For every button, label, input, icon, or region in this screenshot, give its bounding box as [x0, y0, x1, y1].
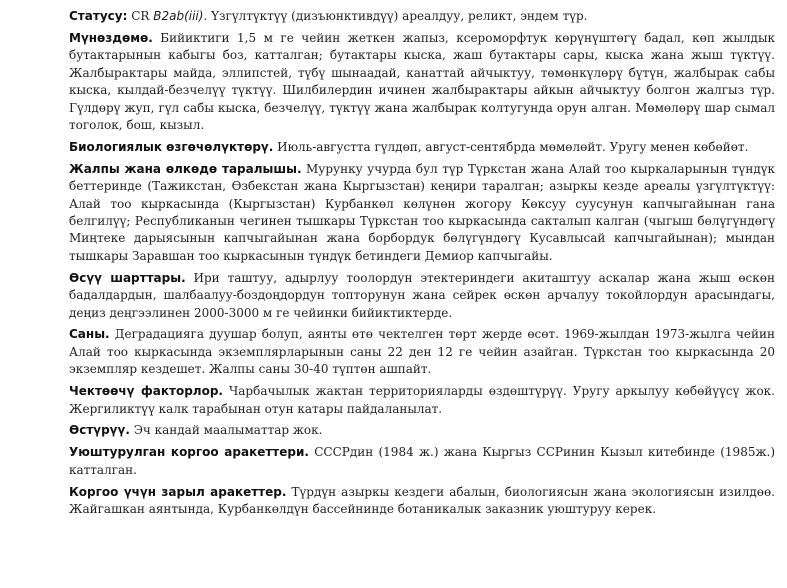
habitat-label: Өсүү шарттары. [69, 270, 186, 285]
section-habitat [69, 270, 775, 322]
protection-measures-label: Уюштурулган коргоо аракеттери. [69, 445, 309, 460]
biology-label: Биологиялык өзгөчөлүктөрү. [69, 139, 274, 154]
section-limiting-factors [69, 383, 775, 418]
section-status [69, 8, 775, 25]
section-biology [69, 139, 775, 156]
status-text: . Үзгүлтүктүү (дизъюнктивдүү) ареалдуу, реликт, эндем түр. [203, 9, 588, 23]
population-text: Деградацияга дуушар болуп, аянты өтө чектелген төрт жерде өсөт. 1969-жылдан 1973-жылга чейин Алай тоо кыркасында экземплярларынын саны 22 ден 12 ге чейин азайган. Түркстан тоо кыркасында 20 экземпляр кездешет. Жалпы саны 30-40 түптөн ашпайт. [69, 327, 775, 377]
biology-text: Июль-августта гүлдөп, август-сентябрда мөмөлөйт. Уругу менен көбөйөт. [273, 139, 749, 154]
cultivation-text: Эч кандай маалыматтар жок. [129, 423, 323, 438]
status-code: B2ab(iii) [153, 9, 204, 23]
section-description [69, 30, 775, 134]
protection-measures-text: СССРдин (1984 ж.) жана Кыргыз ССРинин Кызыл китебинде (1985ж.) катталган. [69, 445, 775, 477]
distribution-text: Мурунку учурда бул түр Түркстан жана Алай тоо кыркаларынын түндүк беттеринде (Тажикстан, Өзбекстан жана Кыргызстан) кеңири таралган; азыркы кезде ареалы үзгүлтүктүү: Алай тоо кыркасында (Кыргызстан) Курбанкөл көлүнөн жогору Көксуу суусунун капчыгайынан гана белгилүү; Республиканын чегинен тышкары Түркстан тоо кыркасында сакталып калган (чыгыш бөлүгүндөгү Миңтеке дарыясынын капчыгайынан жана борбордук бөлүгүндөгү Кусавлысай капчыгайынан); мындан тышкары Заравшан тоо кыркасынын түндүк бетиндеги Демиор капчыгайы. [69, 161, 775, 263]
limiting-factors-text: Чарбачылык жактан территорияларды өздөштүрүү. Уругу аркылуу көбөйүүсү жок. Жергиликтүү калк тарабынан отун катары пайдаланылат. [69, 384, 776, 416]
distribution-label: Жалпы жана өлкөдө таралышы. [69, 161, 302, 176]
section-population [69, 326, 775, 378]
description-label: Мүнөздөмө. [69, 30, 153, 45]
limiting-factors-label: Чектөөчү факторлор. [69, 384, 223, 399]
section-required-actions [69, 484, 775, 519]
status-label: Статусу: [69, 9, 128, 23]
required-actions-label: Коргоо үчүн зарыл аракеттер. [69, 484, 287, 499]
section-distribution [69, 161, 775, 265]
section-cultivation [69, 422, 775, 439]
description-text: Бийиктиги 1,5 м ге чейин жеткен жапыз, ксероморфтук көрүнүштөгү бадал, көп жылдык бутактарынын кабыгы боз, катталган; бутактары кыска, жаш бутактары сары, кыска жана жыш түктүү. Жалбырактары майда, эллипстей, түбү шынаадай, канаттай айчыктуу, төмөнкүлөрү бүтүн, жалбырак сабы кыска, кылдай-безчелүү түктүү. Шилбилердин ичинен жалбырактары айкын айчыктуу болгон жалгыз түр. Гүлдөрү жуп, гүл сабы кыска, безчелүү, түктүү жана жалбырак колтугунда орун алган. Мөмөлөрү шар сымал тоголок, бош, кызыл. [69, 30, 775, 132]
section-protection-measures [69, 444, 775, 479]
population-label: Саны. [69, 327, 110, 342]
habitat-text: Ири таштуу, адырлуу тоолордун этектериндеги акиташтуу аскалар жана жыш өскөн бадалдардын, шалбаалуу-боздоңдордун топторунун жана сейрек өскөн арчалуу токойлордун арасындагы, деңиз деңгээлинен 2000-3000 м ге чейинки бийиктиктерде. [69, 270, 775, 320]
required-actions-text: Түрдүн азыркы кездеги абалын, биологиясын жана экологиясын изилдөө. Жайгашкан аянтында, Курбанкөлдүн бассейнинде ботаникалык заказник уюштуруу керек. [69, 484, 775, 517]
status-prefix: CR [127, 9, 154, 23]
cultivation-label: Өстүрүү. [69, 423, 130, 438]
